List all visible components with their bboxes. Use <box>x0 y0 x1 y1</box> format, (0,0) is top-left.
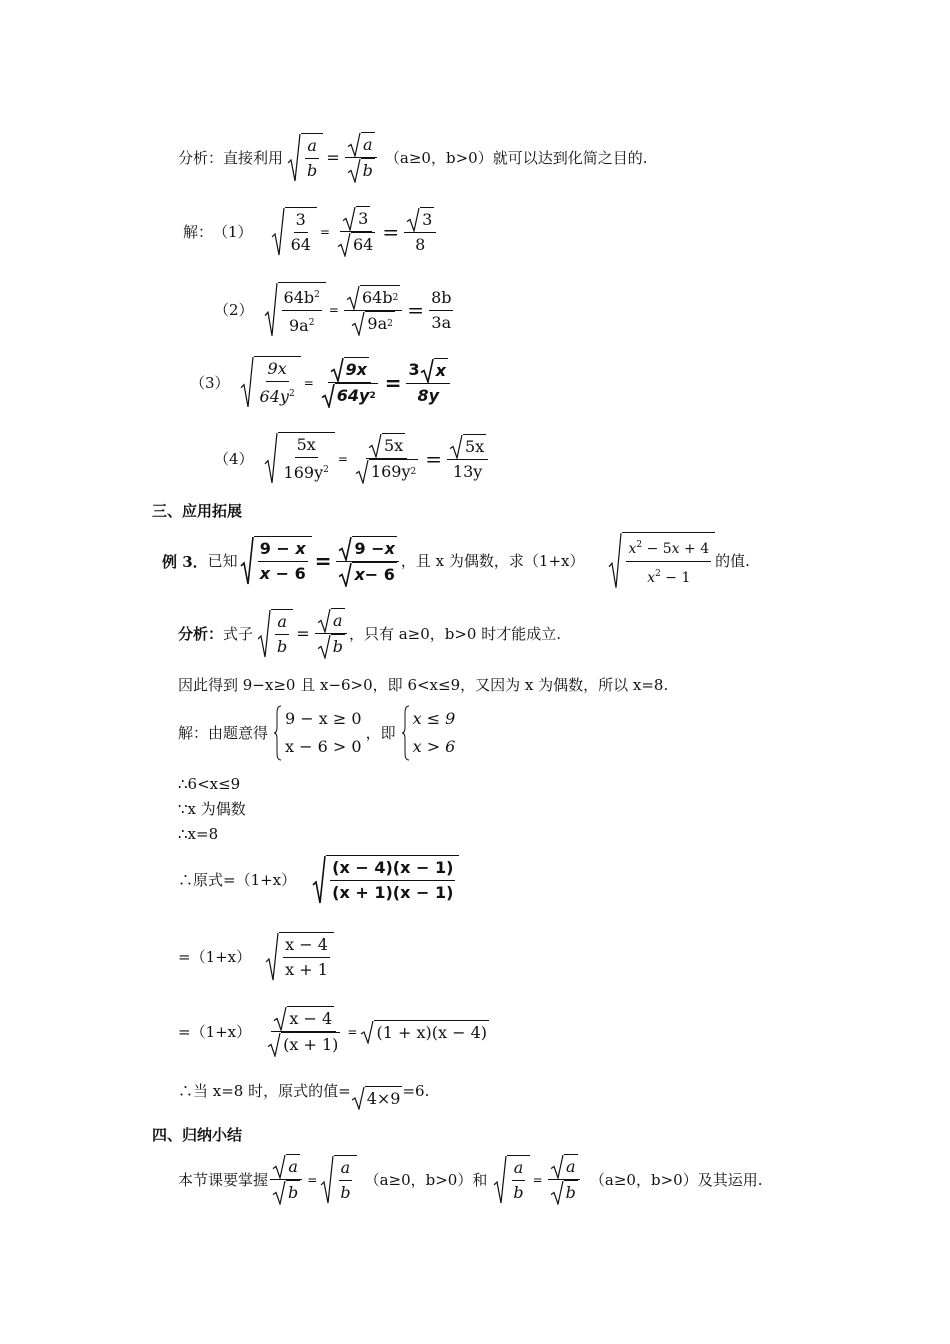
solution-3: （3） $\frac{9x}{64y^2}$ = 9x 64y 2 = 3 x 8y <box>190 356 452 409</box>
solution-label: 解： <box>183 222 214 241</box>
analysis2-cond: ，只有 a≥0，b>0 时才能成立. <box>348 624 562 643</box>
step-line-3: =（1+x） $\frac{x - 4}{(x + 1)}$ = (1 + x)(x − 4) <box>178 1006 489 1057</box>
analysis-condition: （a≥0，b>0） <box>384 148 493 167</box>
final-prefix: ∴当 x=8 时，原式的值= <box>178 1082 351 1100</box>
analysis2-label: 分析： <box>178 625 224 643</box>
summary-cond2: （a≥0，b>0）及其运用. <box>589 1170 763 1189</box>
section-4-title: 四、归纳小结 <box>152 1126 243 1144</box>
analysis2-prefix: 式子 <box>223 624 254 643</box>
line3-prefix: =（1+x） <box>178 1022 252 1041</box>
summary-line: 本节课要掌握 $\frac{a}{b}$ = $\frac{a}{b}$ （a≥0，b>0）和 $\frac{a}{b}$ = $\frac{a}{b}$ （a≥0，b>0）及其运用. <box>178 1154 762 1205</box>
analysis-suffix: 就可以达到化简之目的. <box>492 148 648 167</box>
therefore-line: 因此得到 9−x≥0 且 x−6>0，即 6<x≤9，又因为 x 为偶数，所以 x=8. <box>178 676 669 694</box>
solution-2: （2） $\frac{64b^2}{9a^2}$ = 64b 2 9a 2 = $\frac{8b}{3a}$ <box>214 282 455 338</box>
example-label: 例 3． <box>162 552 208 571</box>
solve-mid: ，即 <box>365 724 396 742</box>
original-expression: ∴原式=（1+x） $\frac{(x - 4)(x - 1)}{(x + 1)(x - 1)}$ <box>178 855 459 905</box>
example-mid: ，且 x 为偶数，求（1+x） <box>400 552 585 570</box>
analysis-line-2: 分析： 式子 $\frac{a}{b}$ = $\frac{a}{b}$ ，只有 a≥0，b>0 时才能成立. <box>178 608 561 659</box>
example-3: 例 3． 已知 $\frac{9 - x}{x - 6}$ = 9 − x x − 6 ，且 x 为偶数，求（1+x） $\frac{x^2 - 5x + 4}{x^2 - 1}$ 的值. <box>162 532 750 590</box>
solution-4: （4） $\frac{5x}{169y^2}$ = 5x 169y 2 = $\frac{5x}{13y}$ <box>214 432 490 485</box>
section-3-title: 三、应用拓展 <box>152 502 243 520</box>
step-1: ∴6<x≤9 <box>178 775 241 793</box>
part-3-label: （3） <box>190 373 230 392</box>
summary-prefix: 本节课要掌握 <box>178 1170 269 1189</box>
analysis-prefix: 分析：直接利用 <box>178 148 284 167</box>
step-3: ∴x=8 <box>178 825 219 843</box>
step-2: ∵x 为偶数 <box>178 800 246 818</box>
step-line-2: =（1+x） $\frac{x - 4}{x + 1}$ <box>178 932 334 982</box>
summary-cond1: （a≥0，b>0）和 <box>364 1170 488 1189</box>
part-2-label: （2） <box>214 301 254 319</box>
part-4-label: （4） <box>214 449 254 468</box>
analysis-line-1: 分析：直接利用 $\frac{a}{b}$ = $\frac{a}{b}$ （a≥0，b>0） 就可以达到化简之目的. <box>178 132 647 183</box>
line2-prefix: =（1+x） <box>178 948 252 966</box>
example-suffix: 的值. <box>715 552 750 570</box>
final-suffix: =6. <box>402 1082 430 1100</box>
part-1-label: （1） <box>213 222 253 241</box>
solution-1: 解： （1） $\frac{3}{64}$ = $\frac{3}{64}$ = $\frac{3}{8}$ <box>183 206 438 257</box>
example-prefix: 已知 <box>207 552 238 570</box>
system-line: 解：由题意得 9 − x ≥ 0 x − 6 > 0 ，即 x ≤ 9 x > 6 <box>178 705 455 761</box>
sqrt-a-over-b: $\frac{a}{b}$ <box>287 133 323 183</box>
solve-prefix: 解：由题意得 <box>178 724 269 742</box>
final-line: ∴当 x=8 时，原式的值= 4×9 =6. <box>178 1082 430 1108</box>
orig-prefix: ∴原式=（1+x） <box>178 871 297 889</box>
